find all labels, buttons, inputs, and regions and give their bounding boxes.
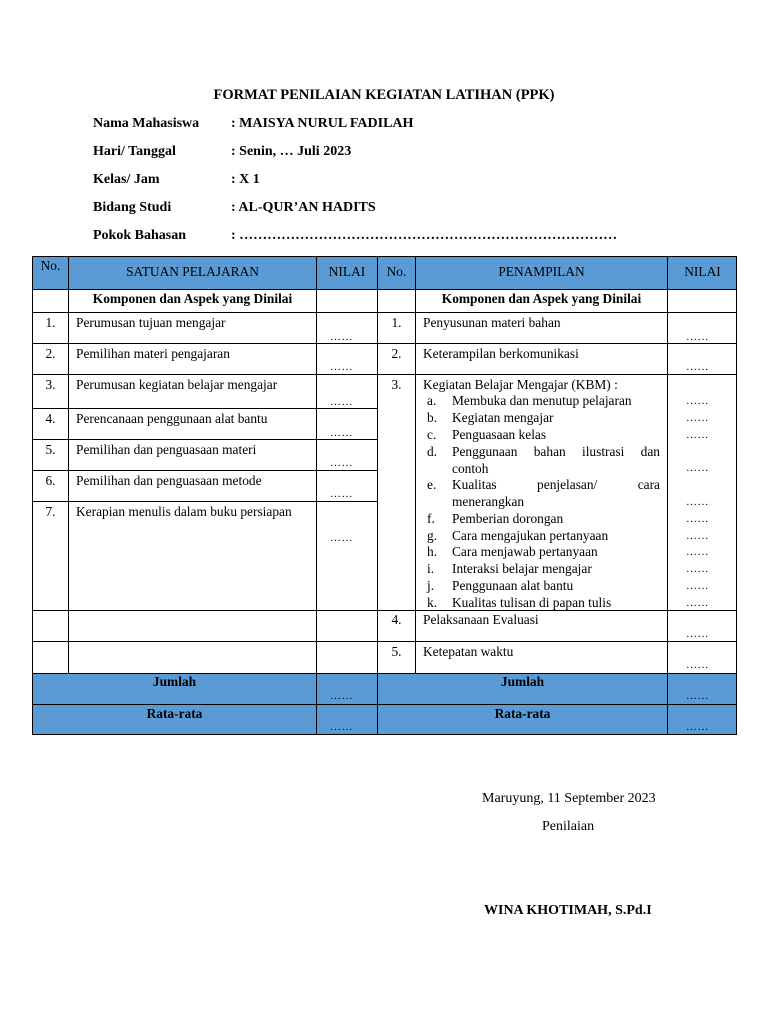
right-nilai-dots: ……: [686, 412, 709, 424]
left-nilai-dots: ……: [330, 457, 353, 469]
kbm-letter: k.: [427, 595, 438, 610]
kbm-letter: c.: [427, 427, 437, 442]
left-item-no: 7.: [45, 504, 56, 519]
info-value-pokok: : ………………………………………………………………………: [231, 228, 618, 243]
right-nilai-dots: ……: [686, 496, 709, 508]
table-border-top: [32, 256, 737, 257]
table-border-left: [32, 256, 33, 735]
kbm-letter: f.: [427, 511, 435, 526]
right-nilai-dots: ……: [686, 361, 709, 373]
kbm-text: Kegiatan mengajar: [452, 410, 554, 425]
jumlah-dots-right: ……: [686, 690, 709, 702]
table-row-line: [32, 501, 378, 502]
kbm-letter: i.: [427, 561, 435, 576]
left-item-text: Pemilihan dan penguasaan metode: [76, 473, 262, 488]
kbm-letter: a.: [427, 393, 437, 408]
info-value-bidang: : AL-QUR’AN HADITS: [231, 200, 376, 215]
right-nilai-dots: ……: [686, 546, 709, 558]
left-item-no: 5.: [45, 442, 56, 457]
left-item-no: 2.: [45, 346, 56, 361]
left-item-no: 3.: [45, 377, 56, 392]
table-row-line: [32, 289, 737, 290]
rata-dots-right: ……: [686, 721, 709, 733]
right-item-no: 1.: [391, 315, 402, 330]
table-col-line: [68, 256, 69, 674]
rata-dots-left: ……: [330, 721, 353, 733]
right-item-text: Ketepatan waktu: [423, 644, 514, 659]
kbm-text: Penguasaan kelas: [452, 427, 547, 442]
table-col-line: [415, 256, 416, 674]
kbm-text: Kualitas penjelasan/ cara menerangkan: [452, 477, 660, 509]
table-row-line: [32, 343, 737, 344]
right-item-no: 4.: [391, 612, 402, 627]
left-nilai-dots: ……: [330, 427, 353, 439]
right-nilai-dots: ……: [686, 628, 709, 640]
table-row-line: [32, 374, 737, 375]
jumlah-label-right: Jumlah: [500, 674, 545, 689]
right-item-no: 2.: [391, 346, 402, 361]
right-item-text: Keterampilan berkomunikasi: [423, 346, 579, 361]
left-item-text: Perumusan tujuan mengajar: [76, 315, 226, 330]
left-item-no: 6.: [45, 473, 56, 488]
right-nilai-dots: ……: [686, 395, 709, 407]
right-nilai-dots: ……: [686, 331, 709, 343]
left-item-text: Pemilihan dan penguasaan materi: [76, 442, 257, 457]
table-row-line: [32, 641, 737, 642]
right-item-no: 3.: [391, 377, 402, 392]
kbm-text: Penggunaan alat bantu: [452, 578, 574, 593]
table-col-line: [316, 256, 317, 735]
left-item-text: Pemilihan materi pengajaran: [76, 346, 230, 361]
left-item-no: 1.: [45, 315, 56, 330]
table-row-line: [32, 408, 378, 409]
right-nilai-dots: ……: [686, 563, 709, 575]
signature-role: Penilaian: [542, 819, 595, 834]
header-penampilan: PENAMPILAN: [498, 264, 585, 279]
header-satuan: SATUAN PELAJARAN: [126, 264, 259, 279]
header-no-right: No.: [386, 264, 407, 279]
rata-label-left: Rata-rata: [146, 706, 203, 721]
right-item-text: Kegiatan Belajar Mengajar (KBM) :: [423, 377, 618, 392]
info-label-kelas: Kelas/ Jam: [93, 172, 160, 187]
table-border-right: [736, 256, 737, 735]
header-nilai-right: NILAI: [684, 264, 721, 279]
right-nilai-dots: ……: [686, 580, 709, 592]
signature-place-date: Maruyung, 11 September 2023: [482, 791, 656, 806]
rata-label-right: Rata-rata: [494, 706, 551, 721]
kbm-letter: b.: [427, 410, 438, 425]
info-label-nama: Nama Mahasiswa: [93, 116, 200, 131]
info-value-tanggal: : Senin, … Juli 2023: [231, 144, 352, 159]
kbm-text: Interaksi belajar mengajar: [452, 561, 592, 576]
kbm-text: Membuka dan menutup pelajaran: [452, 393, 632, 408]
left-nilai-dots: ……: [330, 361, 353, 373]
left-item-text: Perencanaan penggunaan alat bantu: [76, 411, 268, 426]
right-nilai-dots: ……: [686, 429, 709, 441]
kbm-letter: g.: [427, 528, 438, 543]
right-item-text: Penyusunan materi bahan: [423, 315, 561, 330]
subheader-right: Komponen dan Aspek yang Dinilai: [441, 291, 642, 306]
right-item-no: 5.: [391, 644, 402, 659]
table-row-line: [32, 610, 737, 611]
table-col-line: [377, 256, 378, 735]
info-label-tanggal: Hari/ Tanggal: [93, 144, 176, 159]
left-nilai-dots: ……: [330, 331, 353, 343]
subheader-left: Komponen dan Aspek yang Dinilai: [92, 291, 293, 306]
left-nilai-dots: ……: [330, 396, 353, 408]
jumlah-label-left: Jumlah: [152, 674, 197, 689]
kbm-letter: e.: [427, 477, 437, 492]
table-row-line: [32, 439, 378, 440]
left-nilai-dots: ……: [330, 532, 353, 544]
left-nilai-dots: ……: [330, 488, 353, 500]
right-nilai-dots: ……: [686, 513, 709, 525]
left-item-no: 4.: [45, 411, 56, 426]
kbm-text: Kualitas tulisan di papan tulis: [452, 595, 612, 610]
kbm-letter: j.: [427, 578, 435, 593]
header-no-left: No.: [40, 258, 61, 273]
jumlah-dots-left: ……: [330, 690, 353, 702]
info-label-bidang: Bidang Studi: [93, 200, 172, 215]
kbm-letter: d.: [427, 444, 438, 459]
right-nilai-dots: ……: [686, 597, 709, 609]
table-border-bottom: [32, 734, 737, 735]
table-col-line: [667, 256, 668, 735]
left-item-text: Perumusan kegiatan belajar mengajar: [76, 377, 278, 392]
right-nilai-dots: ……: [686, 659, 709, 671]
info-value-nama: : MAISYA NURUL FADILAH: [231, 116, 414, 131]
table-row-line: [32, 470, 378, 471]
info-value-kelas: : X 1: [231, 172, 260, 187]
info-label-pokok: Pokok Bahasan: [93, 228, 186, 243]
document-title: FORMAT PENILAIAN KEGIATAN LATIHAN (PPK): [213, 87, 555, 103]
kbm-text: Cara menjawab pertanyaan: [452, 544, 598, 559]
kbm-text: Penggunaan bahan ilustrasi dan contoh: [452, 444, 660, 476]
left-item-text: Kerapian menulis dalam buku persiapan: [76, 504, 292, 519]
right-item-text: Pelaksanaan Evaluasi: [423, 612, 539, 627]
kbm-letter: h.: [427, 544, 438, 559]
header-nilai-left: NILAI: [328, 264, 366, 279]
right-nilai-dots: ……: [686, 530, 709, 542]
table-row-line: [32, 673, 737, 674]
table-row-line: [32, 704, 737, 705]
table-row-line: [32, 312, 737, 313]
right-nilai-dots: ……: [686, 462, 709, 474]
kbm-text: Cara mengajukan pertanyaan: [452, 528, 609, 543]
signature-name: WINA KHOTIMAH, S.Pd.I: [484, 903, 652, 918]
kbm-text: Pemberian dorongan: [452, 511, 564, 526]
